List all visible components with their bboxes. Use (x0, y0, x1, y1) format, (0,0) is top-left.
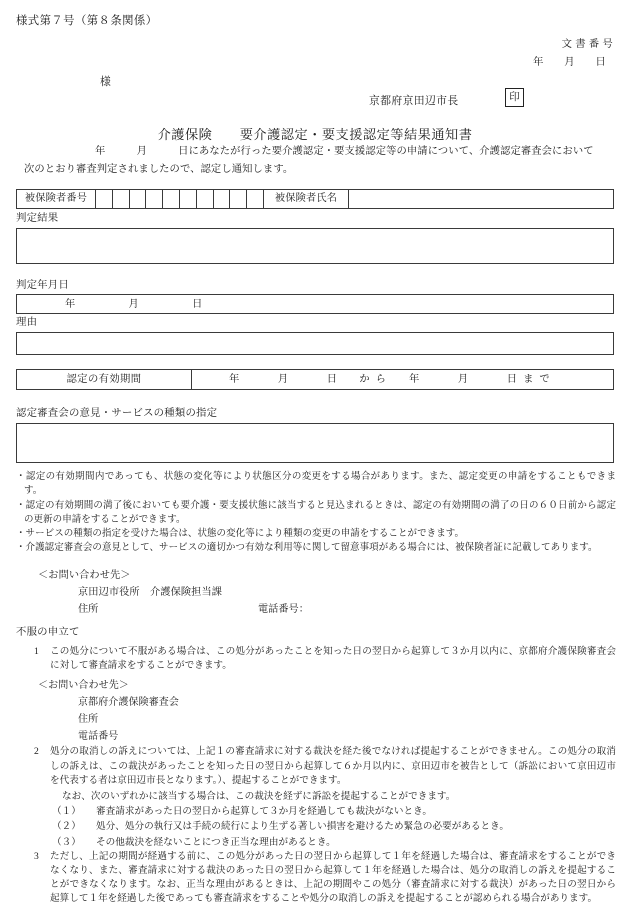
insured-number-cells[interactable] (96, 190, 264, 208)
appeal-subitem-text: 処分、処分の執行又は手続の続行により生ずる著しい損害を避けるため緊急の必要があるとき。 (96, 821, 510, 833)
appeal-subitem (52, 805, 616, 819)
prefecture-contact-block (16, 676, 616, 742)
result-label: 判定結果 (16, 213, 59, 224)
judgment-date-placeholder: 年 月 日 (65, 299, 214, 310)
city-contact-heading: ＜お問い合わせ先＞ (38, 570, 131, 581)
appeal-item-3-text: ただし、上記の期間が経過する前に、この処分があった日の翌日から起算して１年を経過した場合は、審査請求をすることができなくなり、また、審査請求に対する裁決のあった日の翌日から起算して１年を経過した場合は、処分の取消しの訴えを提起することができなくなります。なお、正当な理由があるときは、上記の期間やこの処分（審査請求に対する裁決）があった日の翌日から起算して１年を経過した後であっても審査請求をすることや処分の取消しの訴えを提起することが認められる場合があります。 (50, 850, 616, 905)
appeal-item-2-text: 処分の取消しの訴えについては、上記１の審査請求に対する裁決を経た後でなければ提起することができません。この処分の取消しの訴えは、この裁決があったことを知った日の翌日から起算して６か月以内に、京田辺市を被告として（訴訟において京田辺市を代表する者は京田辺市長となります。）、提起することができます。 (50, 746, 616, 786)
document-number-label: 文書番号 (561, 39, 616, 50)
appeal-subitem-text: その他裁決を経ないことにつき正当な理由があるとき。 (96, 836, 336, 848)
reason-input[interactable] (16, 332, 614, 355)
city-contact-phone-label: 電話番号： (258, 604, 309, 615)
appeal-subitem (52, 820, 616, 834)
addressee-honorific: 様 (100, 76, 111, 88)
validity-period-label: 認定の有効期間 (17, 370, 192, 389)
judgment-date-input[interactable] (16, 294, 614, 314)
appeal-subitem-text: 審査請求があった日の翌日から起算して３か月を経過しても裁決がないとき。 (96, 806, 432, 818)
city-contact-block (16, 566, 616, 615)
insured-number-cell[interactable] (230, 190, 247, 208)
insured-number-cell[interactable] (247, 190, 264, 208)
note-item: ・サービスの種類の指定を受けた場合は、状態の変化等により種類の変更の申請をすることができます。 (16, 529, 465, 540)
insured-number-cell[interactable] (197, 190, 214, 208)
intro-line-2: 次のとおり審査判定されましたので、認定し通知します。 (24, 164, 294, 175)
insured-name-input[interactable] (349, 190, 613, 208)
note-item: ・介護認定審査会の意見として、サービスの適切かつ有効な利用等に関して留意事項がある場合には、被保険者証に記載してあります。 (16, 543, 598, 554)
form-number: 様式第７号（第８条関係） (16, 15, 158, 27)
insured-person-row (16, 189, 614, 209)
validity-from-input[interactable]: 年 月 日 から (229, 374, 392, 385)
result-input[interactable] (16, 228, 614, 264)
appeal-subitem-marker: （２） (52, 821, 81, 833)
appeal-item-3-number: 3 (34, 850, 39, 862)
opinion-input[interactable] (16, 423, 614, 463)
issuer-name: 京都府京田辺市長 (369, 95, 459, 107)
appeal-subitem-marker: （３） (52, 836, 81, 848)
note-item: ・認定の有効期間内であっても、状態の変化等により状態区分の変更をする場合があります。また、認定変更の申請をすることもできます。 (16, 472, 616, 497)
prefecture-contact-heading: ＜お問い合わせ先＞ (38, 680, 129, 692)
appeal-item-3 (16, 850, 616, 907)
prefecture-contact-phone-label: 電話番号 (78, 731, 119, 743)
page-title: 介護保険 要介護認定・要支援認定等結果通知書 (157, 127, 473, 142)
appeal-item-1-text: この処分について不服がある場合は、この処分があったことを知った日の翌日から起算して３か月以内に、京都府介護保険審査会に対して審査請求をすることができます。 (50, 646, 616, 672)
appeal-item-2 (16, 745, 616, 788)
notes-list (16, 470, 616, 556)
prefecture-contact-organization: 京都府介護保険審査会 (78, 697, 179, 709)
insured-number-label: 被保険者番号 (17, 190, 96, 208)
note-item: ・認定の有効期間の満了後においても要介護・要支援状態に該当すると見込まれるときは、認定の有効期間の満了の日の６０日前から認定の更新の申請をすることができます。 (16, 500, 616, 525)
validity-period-row (16, 369, 614, 390)
insured-number-cell[interactable] (163, 190, 180, 208)
insured-number-cell[interactable] (113, 190, 130, 208)
prefecture-contact-address-label: 住所 (78, 714, 99, 726)
appeal-item-2-number: 2 (34, 746, 39, 758)
city-contact-address-label: 住所 (78, 604, 99, 615)
insured-number-cell[interactable] (96, 190, 113, 208)
appeal-item-1-number: 1 (34, 646, 39, 657)
insured-name-label: 被保険者氏名 (264, 190, 349, 208)
appeal-section-body (16, 645, 616, 907)
intro-line-1: 年 月 日にあなたが行った要介護認定・要支援認定等の申請について、介護認定審査会において (95, 146, 594, 157)
appeal-section-title: 不服の申立て (16, 627, 80, 638)
insured-number-cell[interactable] (214, 190, 231, 208)
reason-label: 理由 (16, 317, 38, 328)
city-contact-address-row (78, 600, 616, 615)
validity-to-input[interactable]: 年 月 日まで (409, 374, 556, 385)
judgment-date-label: 判定年月日 (16, 280, 69, 291)
appeal-subitem (52, 836, 616, 850)
appeal-item-1 (16, 645, 616, 673)
insured-number-cell[interactable] (180, 190, 197, 208)
insured-number-cell[interactable] (130, 190, 147, 208)
document-date-label: 年 月 日 (533, 57, 611, 68)
seal-stamp-box: 印 (505, 88, 524, 107)
appeal-subitem-marker: （１） (52, 806, 81, 818)
opinion-label: 認定審査会の意見・サービスの種類の指定 (16, 408, 218, 419)
city-contact-organization: 京田辺市役所 介護保険担当課 (78, 587, 223, 598)
insured-number-cell[interactable] (146, 190, 163, 208)
appeal-item-2-nao: なお、次のいずれかに該当する場合は、この裁決を経ずに訴訟を提起することができます。 (62, 791, 456, 803)
